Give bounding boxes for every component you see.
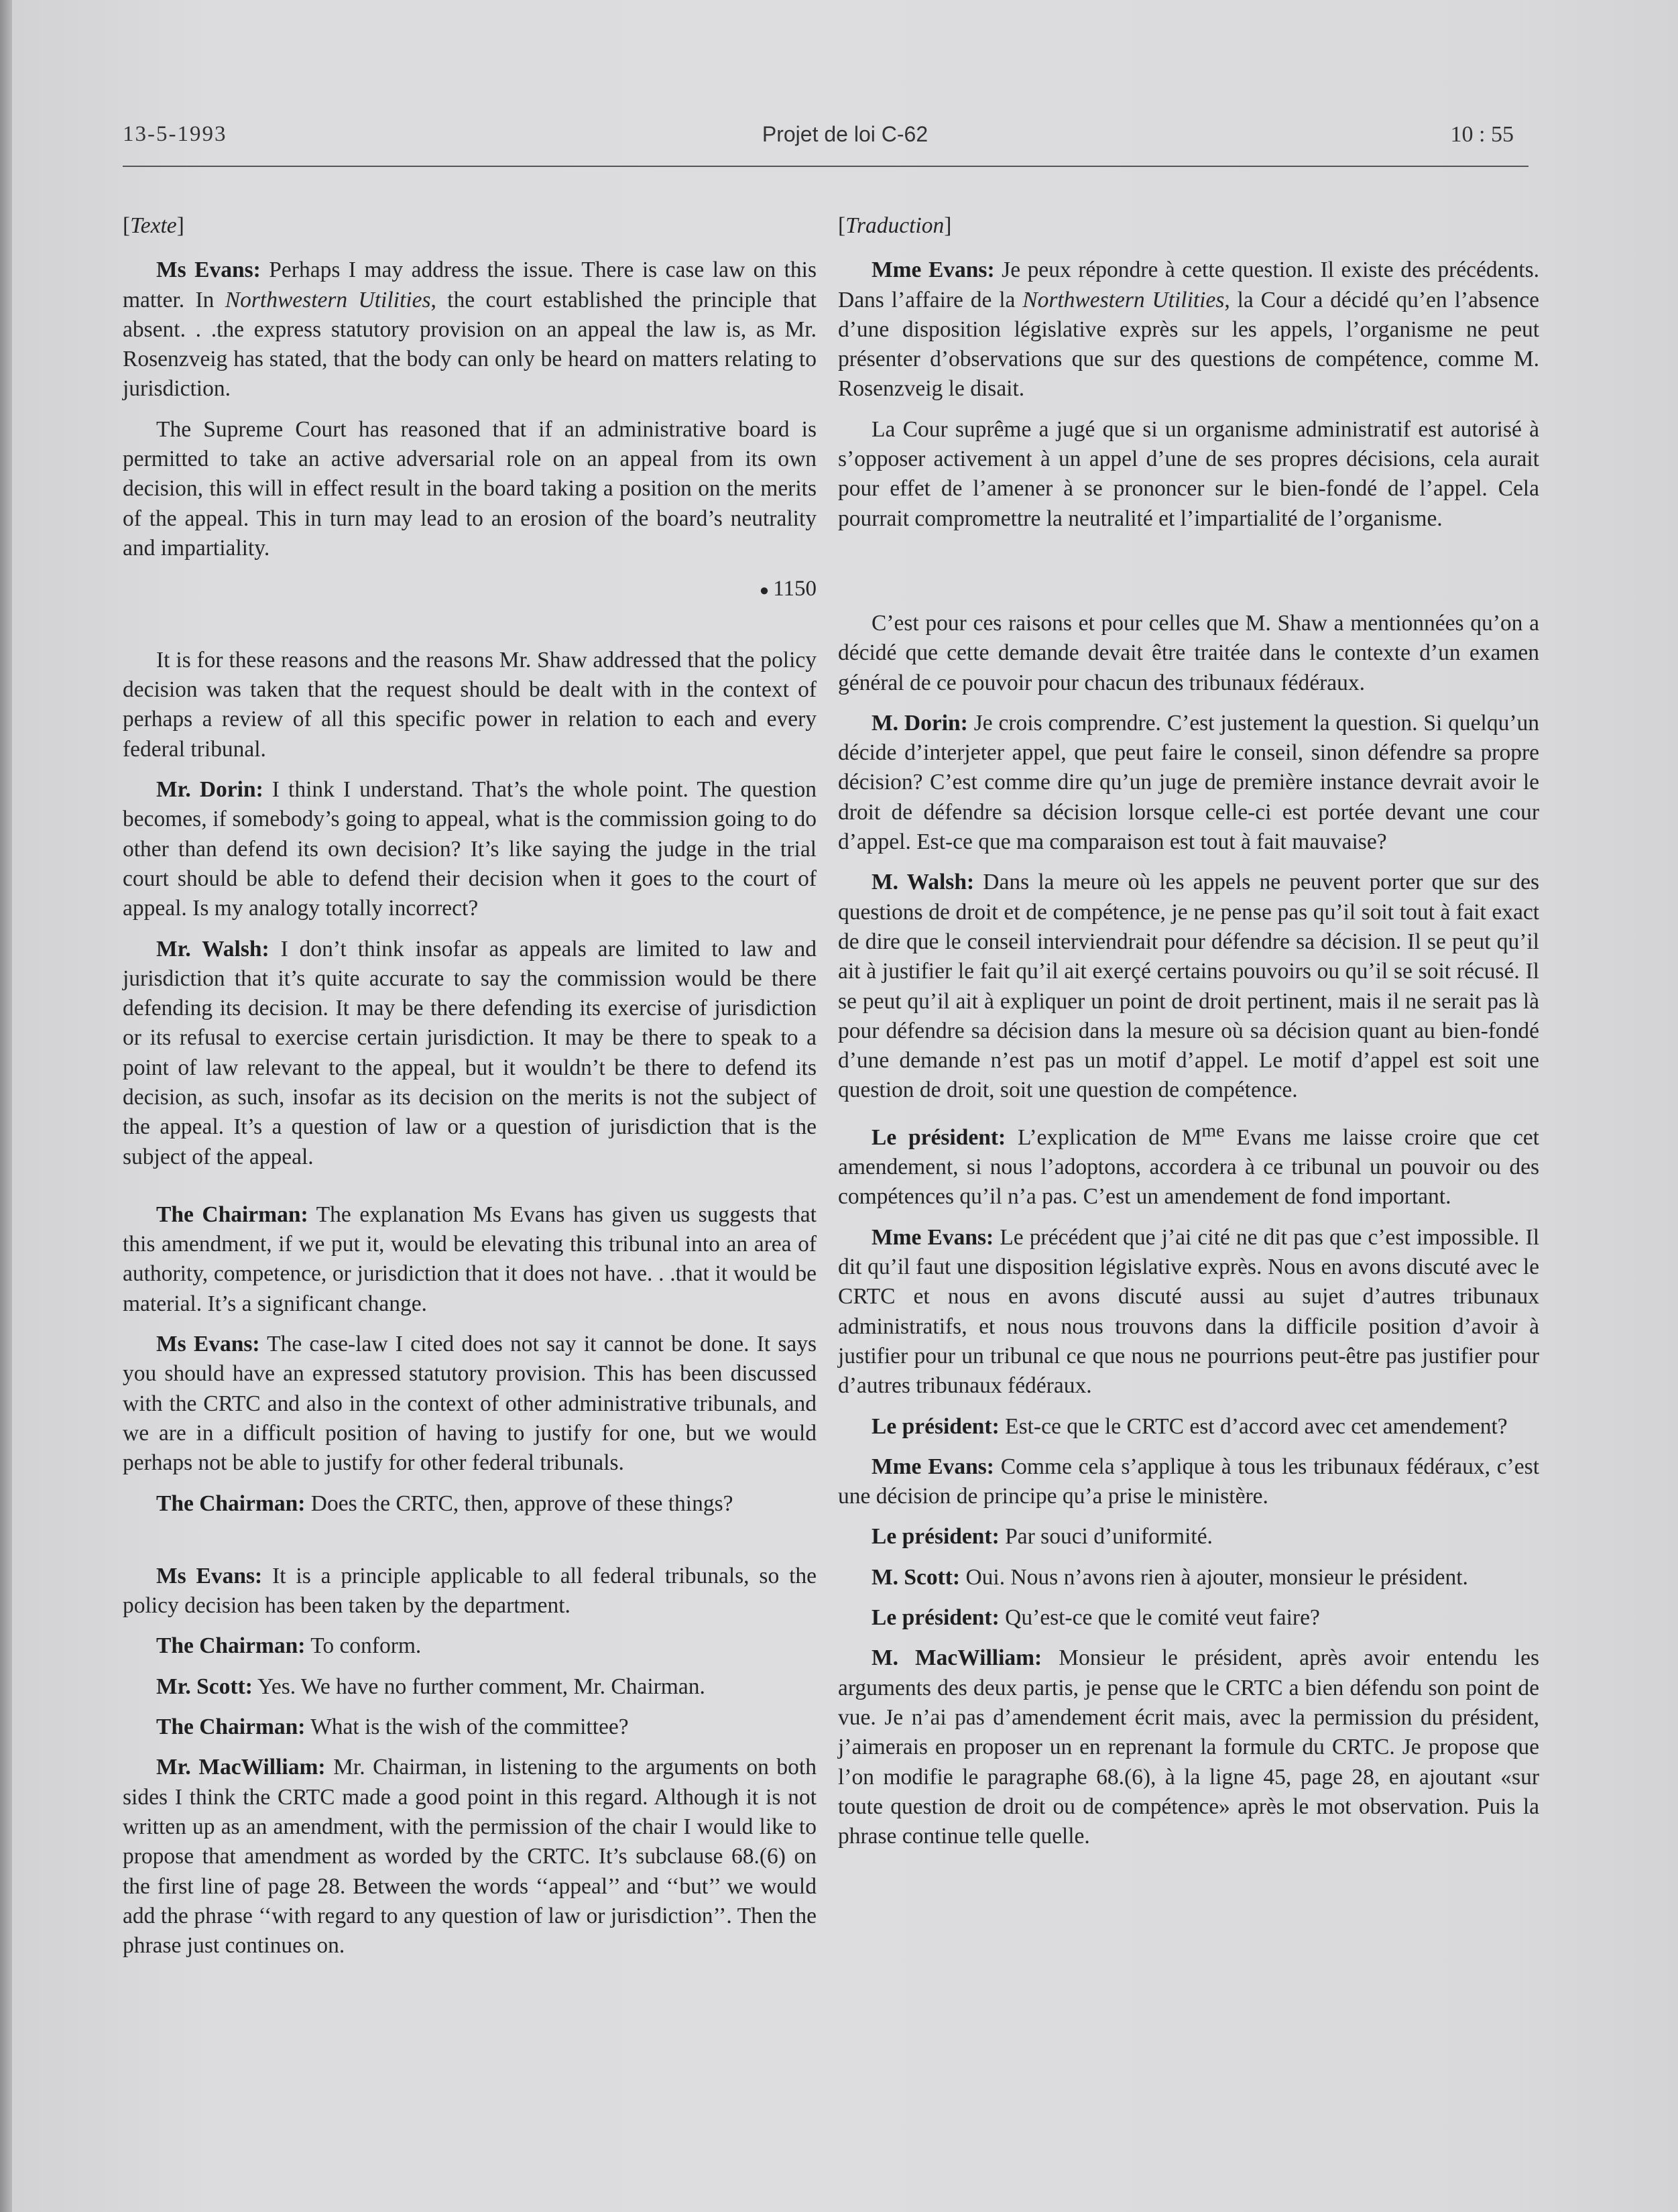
paragraph: Le président: Est-ce que le CRTC est d’accord avec cet amendement? [872,1413,1508,1439]
paragraph: The Chairman: The explanation Ms Evans has given us suggests that this amendment, if we put it, would be elevating this tribunal into an area of authority, competence, or jurisdiction that it does not have. . .that it would be material. It’s a significant change. [123,1202,817,1316]
time-marker: ● 1150 [759,577,817,601]
header-title: Projet de loi C-62 [762,122,928,146]
header-date: 13-5-1993 [123,122,227,146]
speaker: M. Scott: [872,1564,961,1590]
bullet-icon: ● [759,581,770,599]
speaker: The Chairman: [156,1202,308,1227]
paragraph: M. Walsh: Dans la meure où les appels ne peuvent porter que sur des questions de droit et de compétence, je ne pense pas qu’il soit tout à fait exact de dire que le conseil interviendrait pour défendre sa décision. Il se peut qu’il ait à justifier le fait qu’il ait exerçé certains pouvoirs ou qu’il se soit récusé. Il se peut qu’il ait à expliquer un point de droit pertinent, mais il ne serait pas là pour défendre sa décision dans la mesure où sa décision quant au bien-fondé d’une demande n’est pas un motif d’appel. Le motif d’appel est soit une question de droit, soit une question de compétence. [838,870,1539,1103]
french-column [838,211,1539,1862]
paragraph: The Chairman: Does the CRTC, then, approve of these things? [156,1491,733,1516]
paragraph: The Chairman: To conform. [156,1633,422,1659]
speaker: M. MacWilliam: [872,1645,1042,1671]
paragraph: Mr. Scott: Yes. We have no further comment, Mr. Chairman. [156,1674,705,1699]
paragraph: M. MacWilliam: Monsieur le président, après avoir entendu les arguments des deux partis, je pense que le CRTC a bien défendu son point de vue. Je n’ai pas d’amendement écrit mais, avec la permission du président, j’aimerais en proposer un en reprenant la formule du CRTC. Je propose que l’on modifie le paragraphe 68.(6), à la ligne 45, page 28, en ajoutant «sur toute question de droit ou de compétence» après le mot observation. Puis la phrase continue telle quelle. [838,1645,1540,1849]
column-tag: [Traduction] [838,213,952,238]
paragraph: Mr. MacWilliam: Mr. Chairman, in listening to the arguments on both sides I think the CRTC made a good point in this regard. Although it is not written up as an amendment, with the permission of the chair I would like to propose that amendment as worded by the CRTC. It’s subclause 68.(6) on the first line of page 28. Between the words ‘‘appeal’’ and ‘‘but’’ we would add the phrase ‘‘with regard to any question of law or jurisdiction’’. Then the phrase just continues on. [123,1755,817,1959]
paragraph: Ms Evans: Perhaps I may address the issue. There is case law on this matter. In Northwestern Utilities, the court established the principle that absent. . .the express statutory provision on an appeal the law is, as Mr. Rosenzveig has stated, that the body can only be heard on matters relating to jurisdiction. [123,257,817,402]
speaker: Mr. Dorin: [156,777,263,803]
speaker: Ms Evans: [156,1563,263,1588]
speaker: Mr. Walsh: [156,936,269,962]
paragraph: Mr. Dorin: I think I understand. That’s the whole point. The question becomes, if somebody’s going to appeal, what is the commission going to do other than defend its own decision? It’s like saying the judge in the trial court should be able to defend their decision when it goes to the court of appeal. Is my analogy totally incorrect? [123,777,817,921]
speaker: Mme Evans: [872,1224,994,1250]
speaker: Le président: [872,1413,1000,1439]
speaker: The Chairman: [156,1491,306,1516]
speaker: M. Dorin: [872,710,968,736]
paragraph: Mme Evans: Je peux répondre à cette question. Il existe des précédents. Dans l’affaire de la Northwestern Utilities, la Cour a décidé qu’en l’absence d’une disposition législative exprès sur les appels, l’organisme ne peut présenter d’observations que sur des questions de compétence, comme M. Rosenzveig le disait. [838,257,1539,402]
speaker: Le président: [872,1124,1006,1150]
speaker: Mr. MacWilliam: [156,1755,326,1780]
paragraph: Le président: L’explication de $M^{me}$ Evans me laisse croire que cet amendement, si nous l’adoptons, accordera à ce tribunal un pouvoir ou des compétences qu’il n’a pas. C’est un amendement de fond important. [838,1120,1539,1210]
book-spine-shadow [0,0,12,2212]
english-column [123,211,817,1971]
speaker: Ms Evans: [156,1332,260,1357]
speaker: Ms Evans: [156,257,261,283]
paragraph: Mr. Walsh: I don’t think insofar as appeals are limited to law and jurisdiction that it’s quite accurate to say the commission would be there defending its decision. It may be there defending its exercise of jurisdiction or its refusal to exercise certain jurisdiction. It may be there to speak to a point of law relevant to the appeal, but it wouldn’t be there to defend its decision, as such, insofar as its decision on the merits is not the subject of the appeal. It’s a question of law or a question of jurisdiction that is the subject of the appeal. [123,936,817,1169]
paragraph: M. Scott: Oui. Nous n’avons rien à ajouter, monsieur le président. [872,1564,1468,1590]
document-page [12,0,1678,2212]
paragraph: Ms Evans: It is a principle applicable to all federal tribunals, so the policy decision has been taken by the department. [123,1563,817,1619]
paragraph: C’est pour ces raisons et pour celles que M. Shaw a mentionnées qu’on a décidé que cette demande devait être traitée dans le contexte d’un examen général de ce pouvoir pour chacun des tribunaux fédéraux. [838,610,1539,695]
paragraph: La Cour suprême a jugé que si un organisme administratif est autorisé à s’opposer activement à un appel d’une de ses propres décisions, cela aurait pour effet de l’amener à se prononcer sur le bien-fondé de l’appel. Cela pourrait compromettre la neutralité et l’impartialité de l’organisme. [838,416,1539,531]
paragraph: Mme Evans: Comme cela s’applique à tous les tribunaux fédéraux, c’est une décision de principe qu’a prise le ministère. [838,1454,1540,1509]
paragraph: Le président: Qu’est-ce que le comité veut faire? [872,1605,1320,1631]
paragraph: M. Dorin: Je crois comprendre. C’est justement la question. Si quelqu’un décide d’interjeter appel, que peut faire le conseil, sinon défendre sa propre décision? C’est comme dire qu’un juge de première instance devrait avoir le droit de défendre sa décision lorsque celle-ci est portée devant une cour d’appel. Est-ce que ma comparaison est tout à fait mauvaise? [838,710,1539,855]
speaker: Le président: [872,1605,1000,1631]
paragraph: It is for these reasons and the reasons Mr. Shaw addressed that the policy decision was taken that the request should be dealt with in the context of perhaps a review of all this specific power in relation to each and every federal tribunal. [123,647,817,762]
speaker: Le président: [872,1524,1000,1550]
speaker: M. Walsh: [872,870,975,895]
header-rule [123,166,1529,167]
paragraph: Mme Evans: Le précédent que j’ai cité ne dit pas que c’est impossible. Il dit qu’il faut une disposition législative exprès. Nous en avons discuté avec le CRTC et nous en avons discuté aussi au sujet d’autres tribunaux administratifs, et nous nous trouvons dans la difficile position d’avoir à justifier pour un tribunal ce que nous ne pourrions peut-être pas justifier pour d’autres tribunaux fédéraux. [838,1224,1539,1399]
header-time: 10 : 55 [1450,122,1514,147]
paragraph: Ms Evans: The case-law I cited does not say it cannot be done. It says you should have an expressed statutory provision. This has been discussed with the CRTC and also in the context of other administrative tribunals, and we are in a difficult position of having to justify for one, but we would perhaps not be able to justify for other federal tribunals. [123,1332,817,1476]
speaker: Mr. Scott: [156,1674,253,1699]
speaker: The Chairman: [156,1714,306,1740]
column-tag: [Texte] [123,213,184,238]
speaker: Mme Evans: [872,257,995,283]
paragraph: The Chairman: What is the wish of the committee? [156,1714,629,1740]
speaker: Mme Evans: [872,1454,994,1479]
paragraph: The Supreme Court has reasoned that if an administrative board is permitted to take an active adversarial role on an appeal from its own decision, this will in effect result in the board taking a position on the merits of the appeal. This in turn may lead to an erosion of the board’s neutrality and impartiality. [123,416,817,561]
speaker: The Chairman: [156,1633,306,1659]
paragraph: Le président: Par souci d’uniformité. [872,1524,1213,1550]
